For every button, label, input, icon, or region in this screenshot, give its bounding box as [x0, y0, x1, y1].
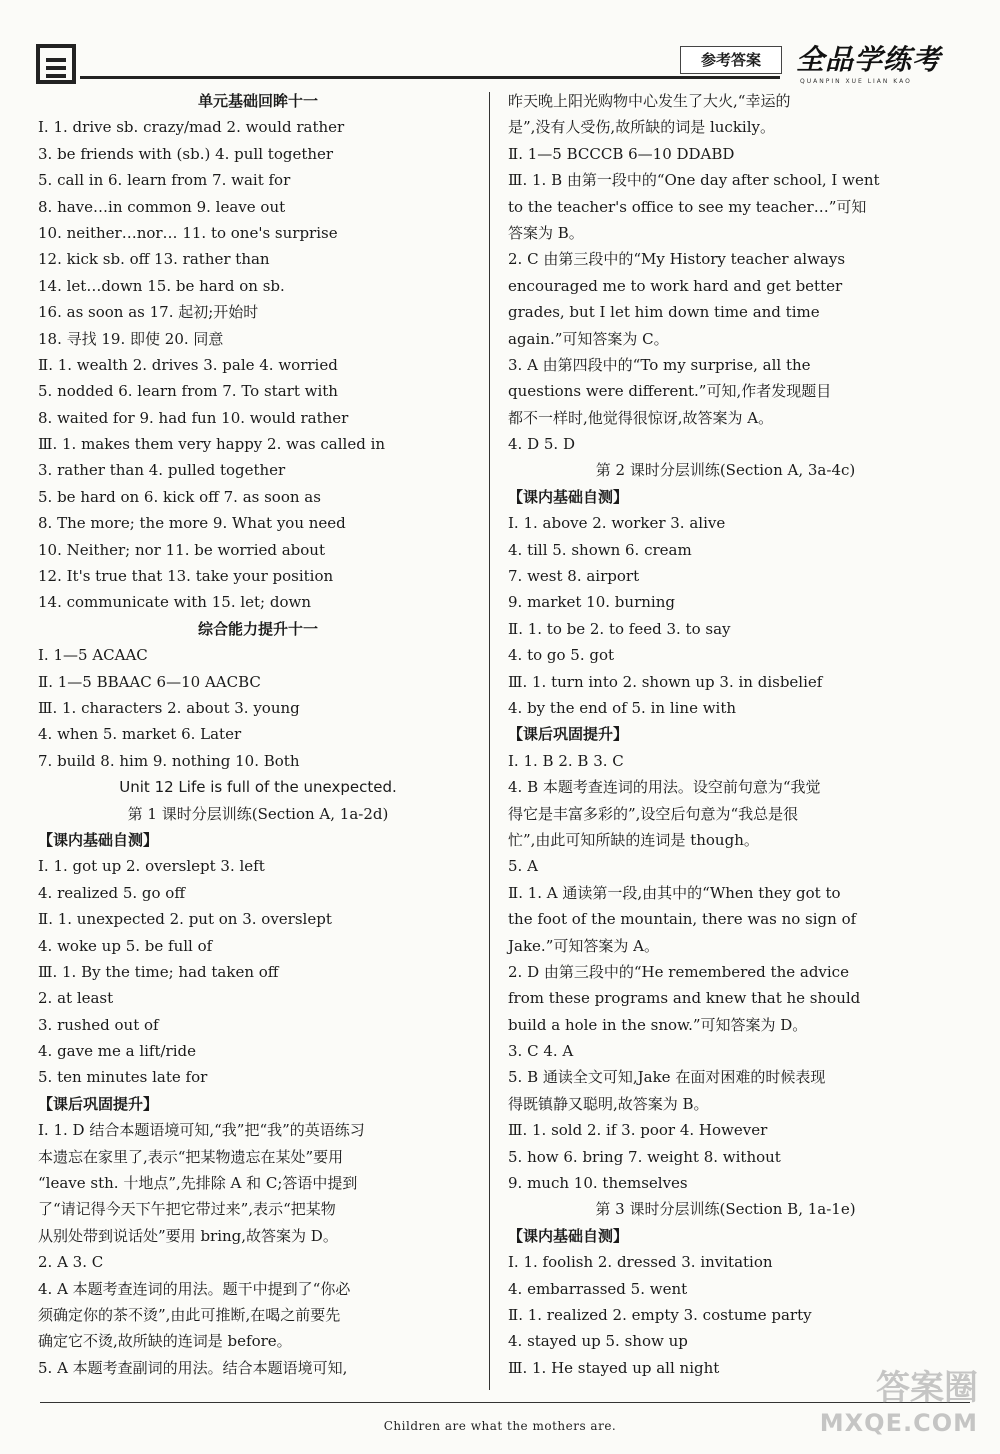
answer-line: to the teacher's office to see my teacher…”可知 — [508, 197, 867, 216]
answer-line: Ⅲ. 1. characters 2. about 3. young — [38, 698, 300, 717]
answer-line: Ⅰ. 1—5 ACAAC — [38, 646, 148, 665]
answer-line: Ⅲ. 1. makes them very happy 2. was called in — [38, 435, 386, 454]
section-title: 综合能力提升十一 — [197, 619, 318, 638]
answer-line: 4. embarrassed 5. went — [508, 1279, 688, 1298]
answer-line: 2. C 由第三段中的“My History teacher always — [508, 250, 846, 269]
subsection-heading: 【课后巩固提升】 — [38, 1094, 159, 1113]
answer-line: Ⅱ. 1—5 BCCCB 6—10 DDABD — [508, 144, 735, 163]
answer-line: Ⅱ. 1. wealth 2. drives 3. pale 4. worried — [38, 355, 338, 374]
answer-line: build a hole in the snow.”可知答案为 D。 — [508, 1015, 808, 1034]
answer-line: Ⅱ. 1. unexpected 2. put on 3. overslept — [38, 910, 332, 929]
answer-line: Ⅰ. 1. above 2. worker 3. alive — [508, 514, 726, 533]
answer-line: Ⅰ. 1. drive sb. crazy/mad 2. would rather — [38, 118, 345, 137]
answer-line: 5. how 6. bring 7. weight 8. without — [508, 1147, 781, 1166]
answer-line: 5. nodded 6. learn from 7. To start with — [38, 382, 338, 401]
answer-line: 得既镇静又聪明,故答案为 B。 — [508, 1094, 709, 1113]
answer-line: Ⅱ. 1. to be 2. to feed 3. to say — [508, 619, 731, 638]
lesson-title: 第 1 课时分层训练(Section A, 1a-2d) — [127, 804, 389, 823]
answer-line: 2. A 3. C — [38, 1253, 104, 1272]
watermark-text: 答案圈 — [876, 1368, 978, 1408]
answer-line: 7. build 8. him 9. nothing 10. Both — [38, 751, 300, 770]
answer-line: 9. market 10. burning — [508, 593, 675, 612]
answer-line: 7. west 8. airport — [508, 567, 640, 586]
answer-line: 4. A 本题考查连词的用法。题干中提到了“你必 — [38, 1279, 351, 1298]
answer-line: Ⅱ. 1. A 通读第一段,由其中的“When they got to — [508, 883, 841, 902]
header-rule — [80, 76, 780, 79]
answer-line: 4. realized 5. go off — [38, 883, 185, 902]
answer-line: grades, but I let him down time and time — [508, 303, 820, 322]
section-title: 单元基础回眸十一 — [197, 92, 318, 110]
footer-motto: Children are what the mothers are. — [383, 1419, 617, 1433]
brand-logo: 全品学练考 — [796, 43, 942, 76]
answer-line: “leave sth. 十地点”,先排除 A 和 C;答语中提到 — [38, 1174, 358, 1193]
section-label: 参考答案 — [680, 46, 782, 74]
answer-line: 9. much 10. themselves — [508, 1174, 688, 1193]
answer-line: Ⅰ. 1. foolish 2. dressed 3. invitation — [508, 1253, 773, 1272]
answer-line: 8. waited for 9. had fun 10. would rather — [38, 408, 349, 427]
answer-line: 12. kick sb. off 13. rather than — [38, 250, 270, 269]
answer-line: Ⅰ. 1. B 2. B 3. C — [508, 751, 624, 770]
answer-line: 4. when 5. market 6. Later — [38, 725, 242, 744]
answer-line: 4. B 本题考查连词的用法。设空前句意为“我觉 — [508, 778, 821, 797]
subsection-heading: 【课内基础自测】 — [508, 1226, 629, 1245]
column-divider — [489, 92, 490, 1390]
answer-line: encouraged me to work hard and get better — [508, 276, 843, 295]
answer-line: 16. as soon as 17. 起初;开始时 — [38, 303, 259, 322]
answer-line: 5. B 通读全文可知,Jake 在面对困难的时候表现 — [508, 1068, 826, 1087]
answer-line: 8. The more; the more 9. What you need — [38, 514, 346, 533]
answer-line: 14. communicate with 15. let; down — [38, 593, 312, 612]
answer-line: 5. be hard on 6. kick off 7. as soon as — [38, 487, 321, 506]
lesson-title: 第 3 课时分层训练(Section B, 1a-1e) — [595, 1200, 856, 1219]
answer-line: Ⅰ. 1. D 结合本题语境可知,“我”把“我”的英语练习 — [38, 1121, 365, 1140]
answer-line: 2. D 由第三段中的“He remembered the advice — [508, 962, 849, 981]
answer-line: Ⅲ. 1. By the time; had taken off — [38, 962, 279, 981]
answer-line: Ⅱ. 1. realized 2. empty 3. costume party — [508, 1305, 812, 1324]
answer-line: 5. ten minutes late for — [38, 1068, 208, 1087]
answer-line: 4. till 5. shown 6. cream — [508, 540, 692, 559]
answer-line: 从别处带到说话处”要用 bring,故答案为 D。 — [38, 1226, 338, 1245]
answer-line: 4. stayed up 5. show up — [508, 1332, 688, 1351]
answer-line: 了“请记得今天下午把它带过来”,表示“把某物 — [38, 1200, 336, 1219]
publisher-logo-icon — [36, 44, 76, 84]
answer-line: Ⅰ. 1. got up 2. overslept 3. left — [38, 857, 265, 876]
answer-line: 昨天晚上阳光购物中心发生了大火,“幸运的 — [508, 92, 791, 110]
answer-line: Ⅲ. 1. B 由第一段中的“One day after school, I went — [508, 171, 880, 190]
unit-title: Unit 12 Life is full of the unexpected. — [119, 778, 397, 797]
left-column — [38, 88, 478, 1381]
answer-line: from these programs and knew that he should — [508, 989, 861, 1008]
answer-line: 4. woke up 5. be full of — [38, 936, 213, 955]
answer-line: 18. 寻找 19. 即使 20. 同意 — [38, 329, 224, 348]
right-column — [508, 88, 943, 1381]
answer-line: 10. neither…nor… 11. to one's surprise — [38, 223, 338, 242]
answer-line: 4. to go 5. got — [508, 646, 615, 665]
subsection-heading: 【课内基础自测】 — [508, 487, 629, 506]
answer-line: 是”,没有人受伤,故所缺的词是 luckily。 — [508, 118, 775, 137]
answer-line: again.”可知答案为 C。 — [508, 329, 669, 348]
answer-line: the foot of the mountain, there was no sign of — [508, 910, 857, 929]
site-watermark — [818, 1368, 978, 1446]
answer-line: 5. A 本题考查副词的用法。结合本题语境可知, — [38, 1358, 348, 1377]
answer-line: questions were different.”可知,作者发现题目 — [508, 382, 832, 401]
answer-line: 确定它不烫,故所缺的连词是 before。 — [38, 1332, 292, 1351]
answer-line: 4. D 5. D — [508, 435, 575, 454]
answer-line: 8. have…in common 9. leave out — [38, 197, 286, 216]
answer-line: Ⅲ. 1. turn into 2. shown up 3. in disbelief — [508, 672, 823, 691]
answer-line: Jake.”可知答案为 A。 — [508, 936, 659, 955]
answer-line: 3. A 由第四段中的“To my surprise, all the — [508, 355, 811, 374]
answer-line: 10. Neither; nor 11. be worried about — [38, 540, 325, 559]
lesson-title: 第 2 课时分层训练(Section A, 3a-4c) — [595, 461, 856, 480]
answer-line: 5. call in 6. learn from 7. wait for — [38, 171, 291, 190]
answer-line: Ⅲ. 1. He stayed up all night — [508, 1358, 720, 1377]
answer-line: 都不一样时,他觉得很惊讶,故答案为 A。 — [508, 408, 774, 427]
subsection-heading: 【课后巩固提升】 — [508, 725, 629, 744]
answer-line: 本遗忘在家里了,表示“把某物遗忘在某处”要用 — [38, 1147, 344, 1166]
answer-line: 得它是丰富多彩的”,设空后句意为“我总是很 — [508, 804, 799, 823]
answer-line: 12. It's true that 13. take your position — [38, 567, 334, 586]
watermark-domain: MXQE.COM — [819, 1409, 978, 1437]
answer-line: 答案为 B。 — [508, 223, 584, 242]
subsection-heading: 【课内基础自测】 — [38, 830, 159, 849]
answer-line: 14. let…down 15. be hard on sb. — [38, 276, 285, 295]
page-header — [0, 0, 1000, 90]
answer-line: Ⅱ. 1—5 BBAAC 6—10 AACBC — [38, 672, 261, 691]
answer-line: 2. at least — [38, 989, 114, 1008]
answer-line: 4. by the end of 5. in line with — [508, 698, 737, 717]
answer-line: 5. A — [508, 857, 538, 876]
brand-subtitle: QUANPIN XUE LIAN KAO — [800, 78, 912, 85]
answer-line: 3. C 4. A — [508, 1042, 574, 1061]
answer-line: 3. rather than 4. pulled together — [38, 461, 286, 480]
answer-line: 忙”,由此可知所缺的连词是 though。 — [508, 830, 759, 849]
answer-line: 3. rushed out of — [38, 1015, 159, 1034]
answer-line: 3. be friends with (sb.) 4. pull together — [38, 144, 334, 163]
answer-line: 4. gave me a lift/ride — [38, 1042, 196, 1061]
answer-line: Ⅲ. 1. sold 2. if 3. poor 4. However — [508, 1121, 768, 1140]
answer-line: 须确定你的茶不烫”,由此可推断,在喝之前要先 — [38, 1305, 341, 1324]
